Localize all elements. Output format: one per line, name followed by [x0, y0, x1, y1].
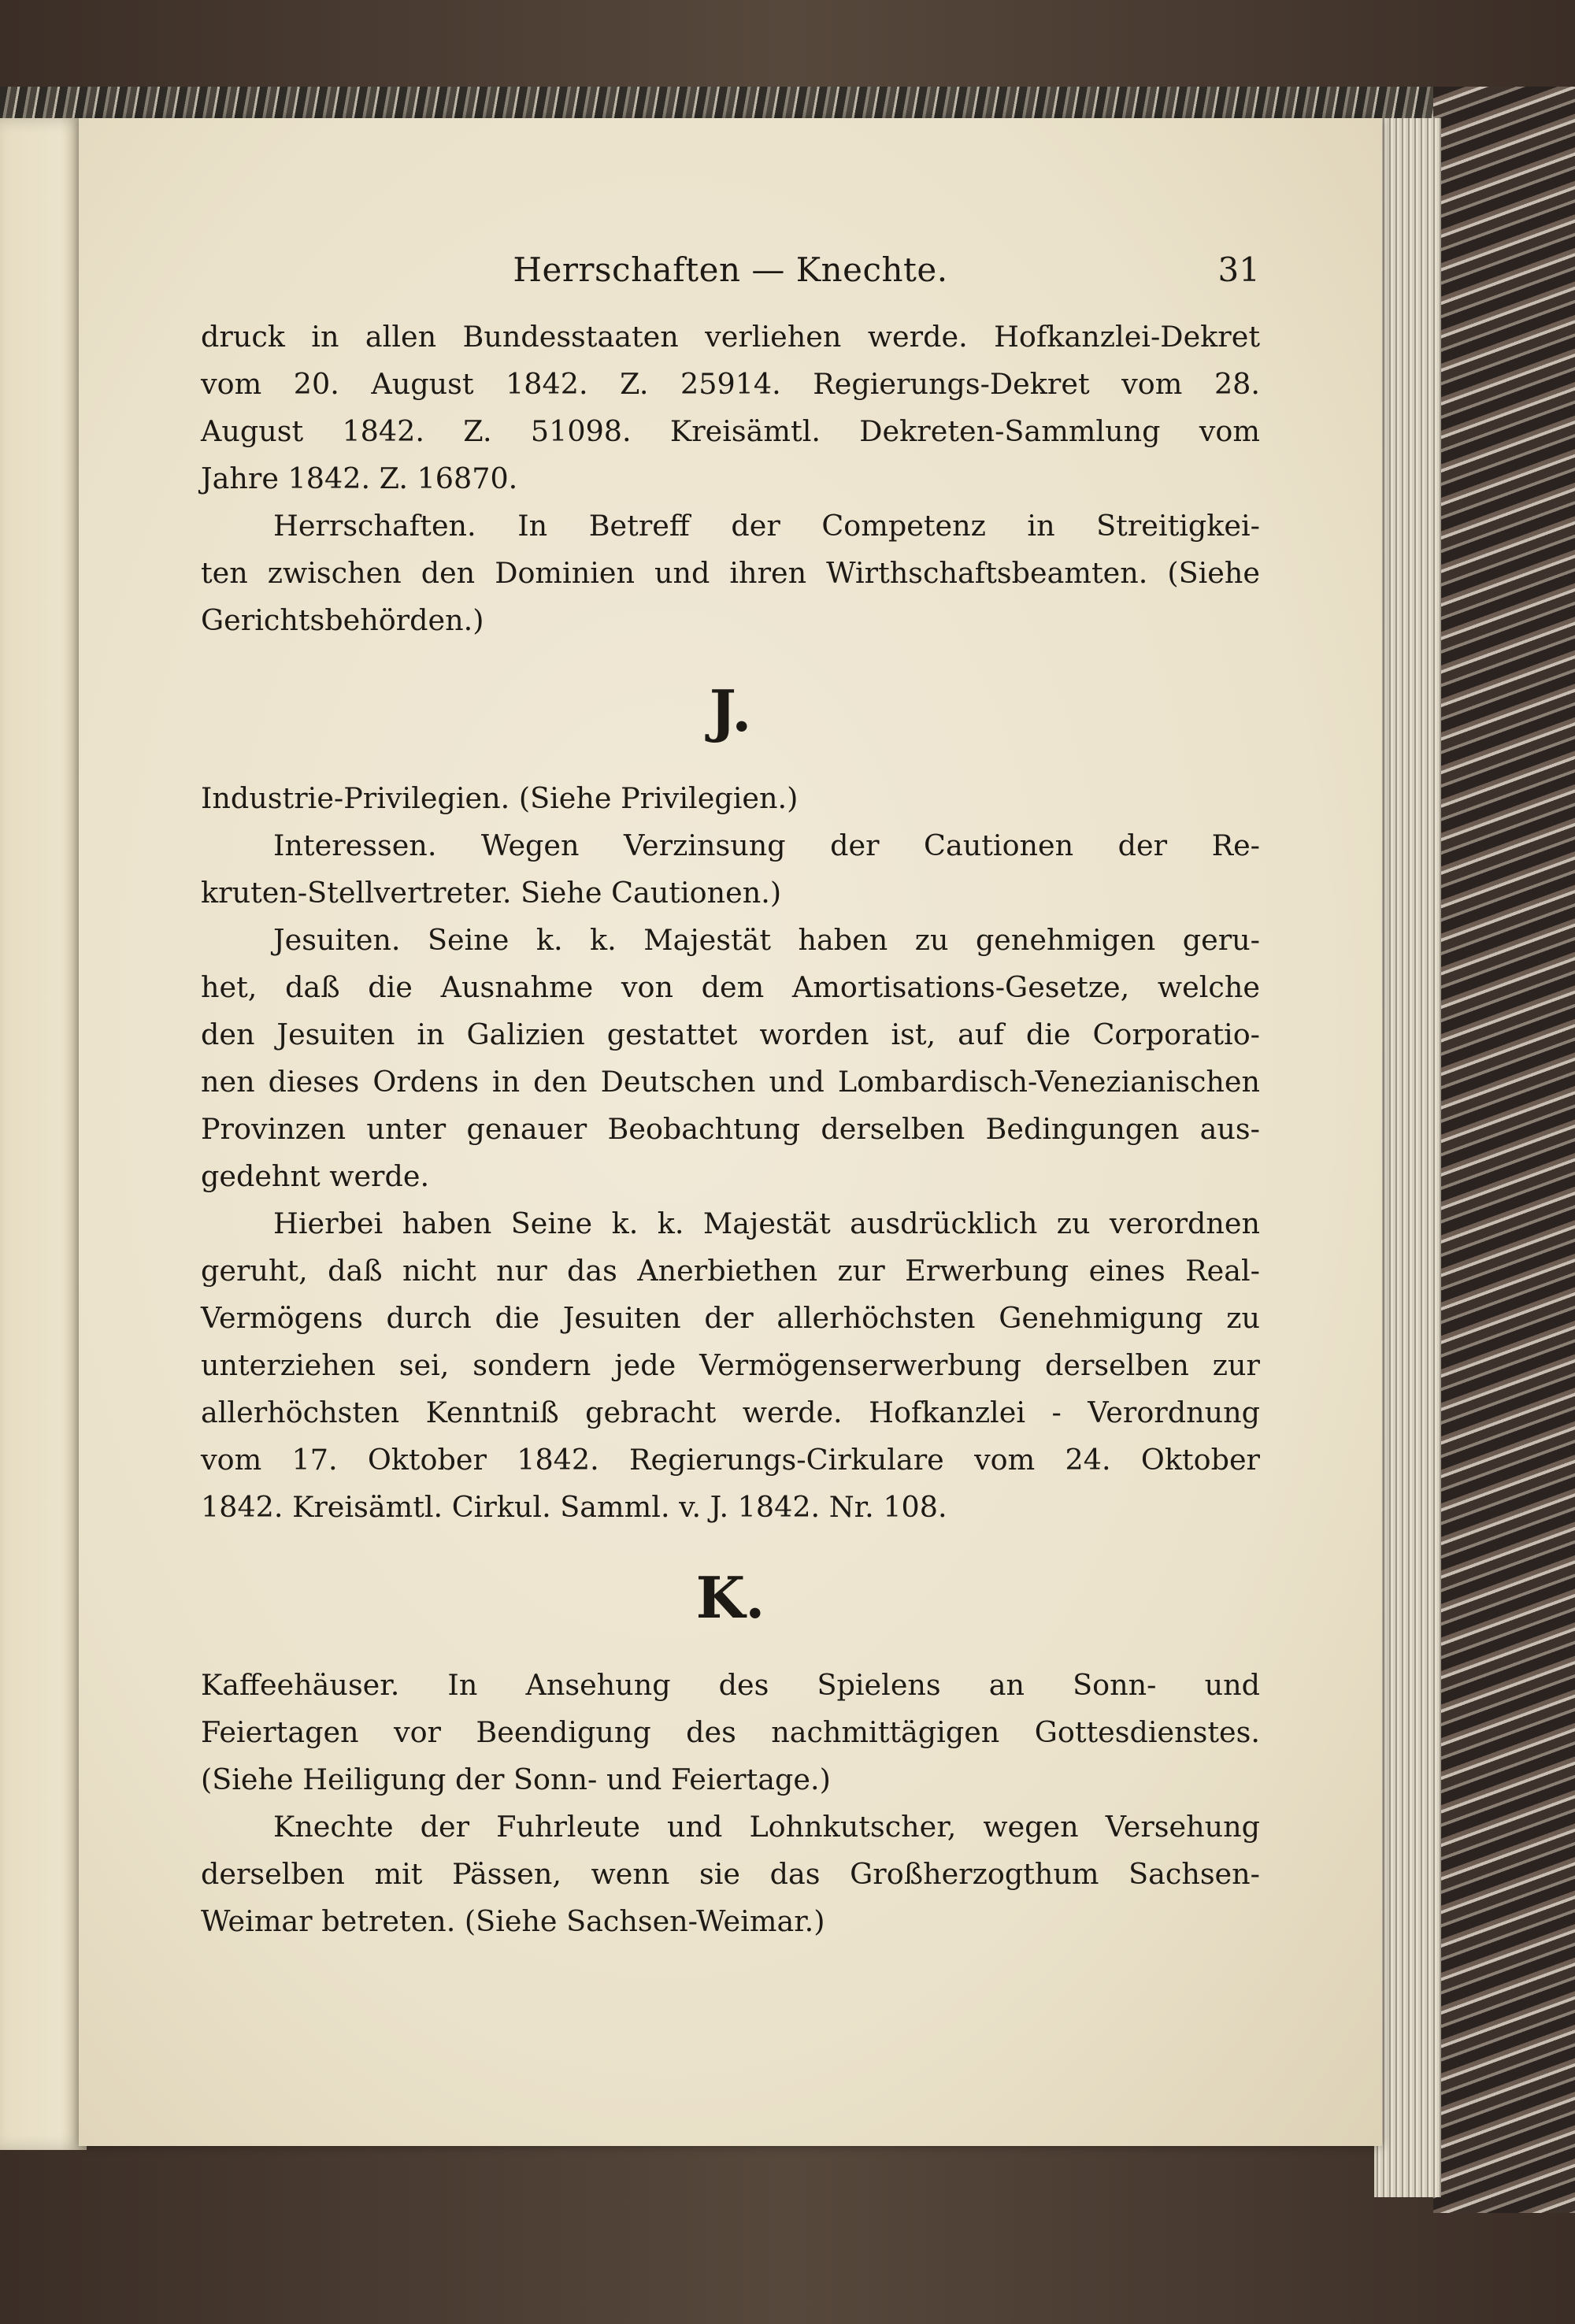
text-line: Vermögens durch die Jesuiten der allerhöchsten Genehmigung zu [201, 1301, 1260, 1335]
text-line: vom 20. August 1842. Z. 25914. Regierungs-Dekret vom 28. [201, 367, 1260, 401]
text-line: Knechte der Fuhrleute und Lohnkutscher, wegen Versehung [273, 1810, 1260, 1844]
section-heading-k: K. [695, 1564, 765, 1631]
page-number: 31 [1217, 250, 1260, 289]
entry-knechte [201, 1803, 1260, 1945]
text-line: Jahre 1842. Z. 16870. [201, 461, 518, 495]
text-line: Weimar betreten. (Siehe Sachsen-Weimar.) [201, 1904, 825, 1938]
entry-interessen [201, 822, 1260, 917]
text-line: vom 17. Oktober 1842. Regierungs-Cirkulare vom 24. Oktober [201, 1443, 1260, 1477]
text-line: allerhöchsten Kenntniß gebracht werde. Hofkanzlei - Verordnung [201, 1396, 1260, 1429]
text-line: kruten-Stellvertreter. Siehe Cautionen.) [201, 876, 782, 910]
text-line: August 1842. Z. 51098. Kreisämtl. Dekreten-Sammlung vom [201, 414, 1260, 448]
text-line: unterziehen sei, sondern jede Vermögenserwerbung derselben zur [201, 1348, 1260, 1382]
text-line: het, daß die Ausnahme von dem Amortisations-Gesetze, welche [201, 970, 1260, 1004]
text-line: den Jesuiten in Galizien gestattet worden ist, auf die Corporatio- [201, 1017, 1260, 1051]
text-line: 1842. Kreisämtl. Cirkul. Samml. v. J. 1842. Nr. 108. [201, 1490, 947, 1524]
text-line: Hierbei haben Seine k. k. Majestät ausdrücklich zu verordnen [273, 1206, 1260, 1240]
running-head [201, 244, 1260, 299]
text-line: derselben mit Pässen, wenn sie das Großherzogthum Sachsen- [201, 1857, 1260, 1891]
text-line: nen dieses Ordens in den Deutschen und Lombardisch-Venezianischen [201, 1065, 1260, 1099]
entry-herrschaften [201, 502, 1260, 644]
book-page [79, 118, 1382, 2146]
text-line: Interessen. Wegen Verzinsung der Cautionen der Re- [273, 828, 1260, 862]
text-line: Jesuiten. Seine k. k. Majestät haben zu genehmigen geru- [273, 923, 1260, 957]
text-line: Kaffeehäuser. In Ansehung des Spielens an Sonn- und [201, 1668, 1260, 1702]
page-content [201, 244, 1260, 1945]
text-line: druck in allen Bundesstaaten verliehen werde. Hofkanzlei-Dekret [201, 320, 1260, 354]
entry-jesuiten [201, 917, 1260, 1200]
text-line: Gerichtsbehörden.) [201, 603, 484, 637]
text-line: geruht, daß nicht nur das Anerbiethen zur Erwerbung eines Real- [201, 1254, 1260, 1288]
text-line: gedehnt werde. [201, 1159, 430, 1193]
paragraph-continuation [201, 313, 1260, 502]
text-line: Provinzen unter genauer Beobachtung derselben Bedingungen aus- [201, 1112, 1260, 1146]
previous-page-edge [0, 118, 87, 2150]
entry-industrie-privilegien [201, 775, 1260, 822]
text-line: Feiertagen vor Beendigung des nachmittägigen Gottesdienstes. [201, 1715, 1260, 1749]
page-edges [1374, 118, 1441, 2197]
text-line: ten zwischen den Dominien und ihren Wirthschaftsbeamten. (Siehe [201, 556, 1260, 590]
paragraph-hierbei [201, 1200, 1260, 1531]
marbled-cover [1433, 87, 1575, 2213]
section-heading-j: J. [709, 677, 752, 744]
entry-kaffeehaeuser [201, 1662, 1260, 1803]
text-line: Herrschaften. In Betreff der Competenz in Streitigkei- [273, 509, 1260, 543]
text-line: Industrie-Privilegien. (Siehe Privilegien.) [201, 781, 799, 815]
running-title: Herrschaften — Knechte. [513, 250, 948, 289]
binding-strip [0, 87, 1488, 122]
text-line: (Siehe Heiligung der Sonn- und Feiertage.) [201, 1762, 831, 1796]
